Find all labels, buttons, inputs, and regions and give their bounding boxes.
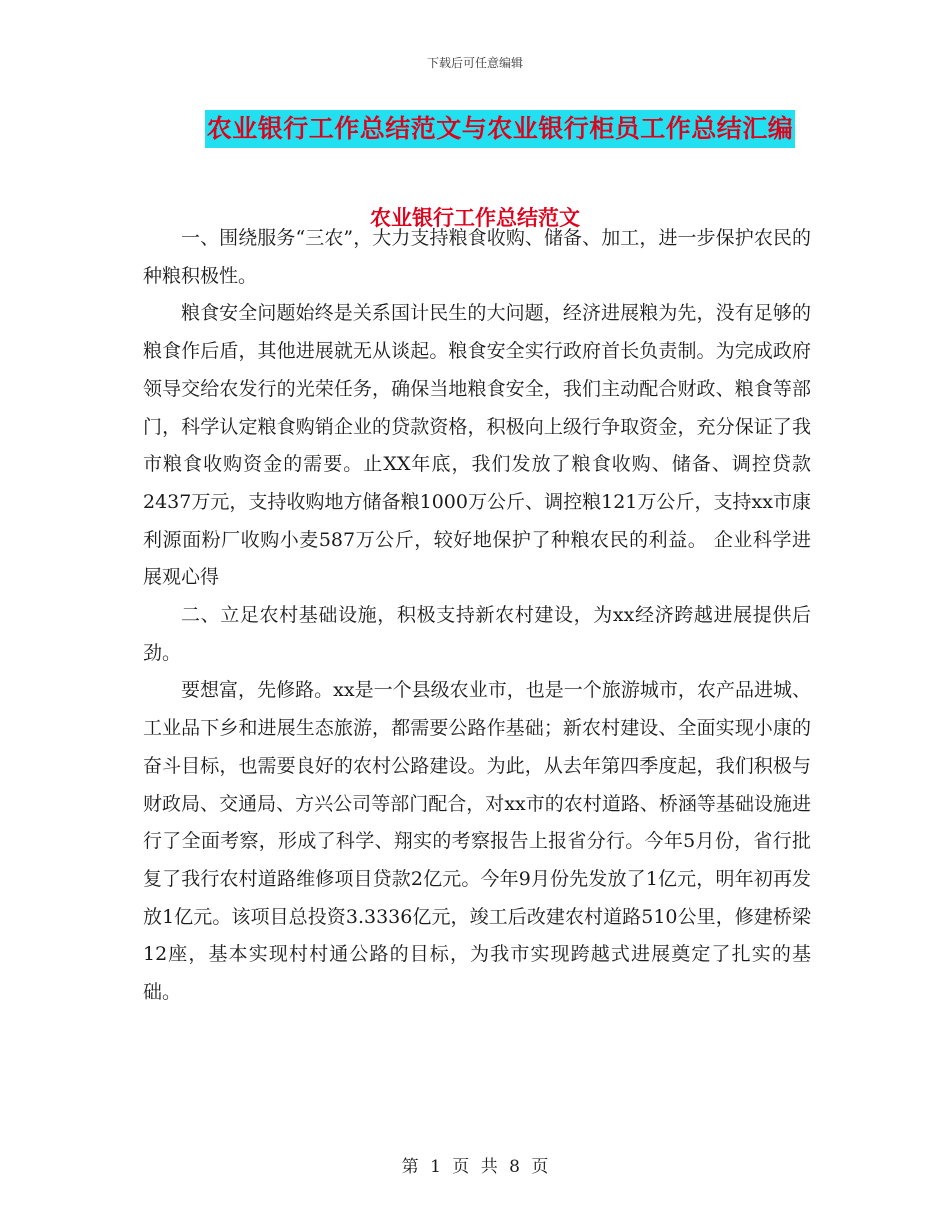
document-title: 农业银行工作总结范文与农业银行柜员工作总结汇编: [205, 110, 796, 148]
page-header-note: 下载后可任意编辑: [426, 56, 523, 70]
paragraph-4: 要想富，先修路。xx是一个县级农业市，也是一个旅游城市，农产品进城、工业品下乡和进展生态旅游，都需要公路作基础；新农村建设、全面实现小康的奋斗目标，也需要良好的农村公路建设。为此，从去年第四季度起，我们积极与财政局、交通局、方兴公司等部门配合，对xx市的农村道路、桥涵等基础设施进行了全面考察，形成了科学、翔实的考察报告上报省分行。今年5月份，省行批复了我行农村道路维修项目贷款2亿元。今年9月份先发放了1亿元，明年初再发放1亿元。该项目总投资3.3336亿元，竣工后改建农村道路510公里，修建桥梁12座，基本实现村村通公路的目标，为我市实现跨越式进展奠定了扎实的基础。: [143, 679, 811, 1004]
section-title: 农业银行工作总结范文: [370, 205, 580, 230]
paragraph-2: 粮食安全问题始终是关系国计民生的大问题，经济进展粮为先，没有足够的粮食作后盾，其他进展就无从谈起。粮食安全实行政府首长负责制。为完成政府领导交给农发行的光荣任务，确保当地粮食安全，我们主动配合财政、粮食等部门，科学认定粮食购销企业的贷款资格，积极向上级行争取资金，充分保证了我市粮食收购资金的需要。止XX年底，我们发放了粮食收购、储备、调控贷款2437万元，支持收购地方储备粮1000万公斤、调控粮121万公斤，支持xx市康利源面粉厂收购小麦587万公斤，较好地保护了种粮农民的利益。 企业科学进展观心得: [143, 302, 811, 589]
document-title-wrapper: [0, 110, 950, 148]
document-body: [143, 220, 811, 1012]
paragraph-1: 一、围绕服务“三农”，大力支持粮食收购、储备、加工，进一步保护农民的种粮积极性。: [143, 227, 811, 287]
paragraph-3: 二、立足农村基础设施，积极支持新农村建设，为xx经济跨越进展提供后劲。: [143, 604, 811, 664]
page-number: 第 1 页 共 8 页: [401, 1157, 549, 1177]
